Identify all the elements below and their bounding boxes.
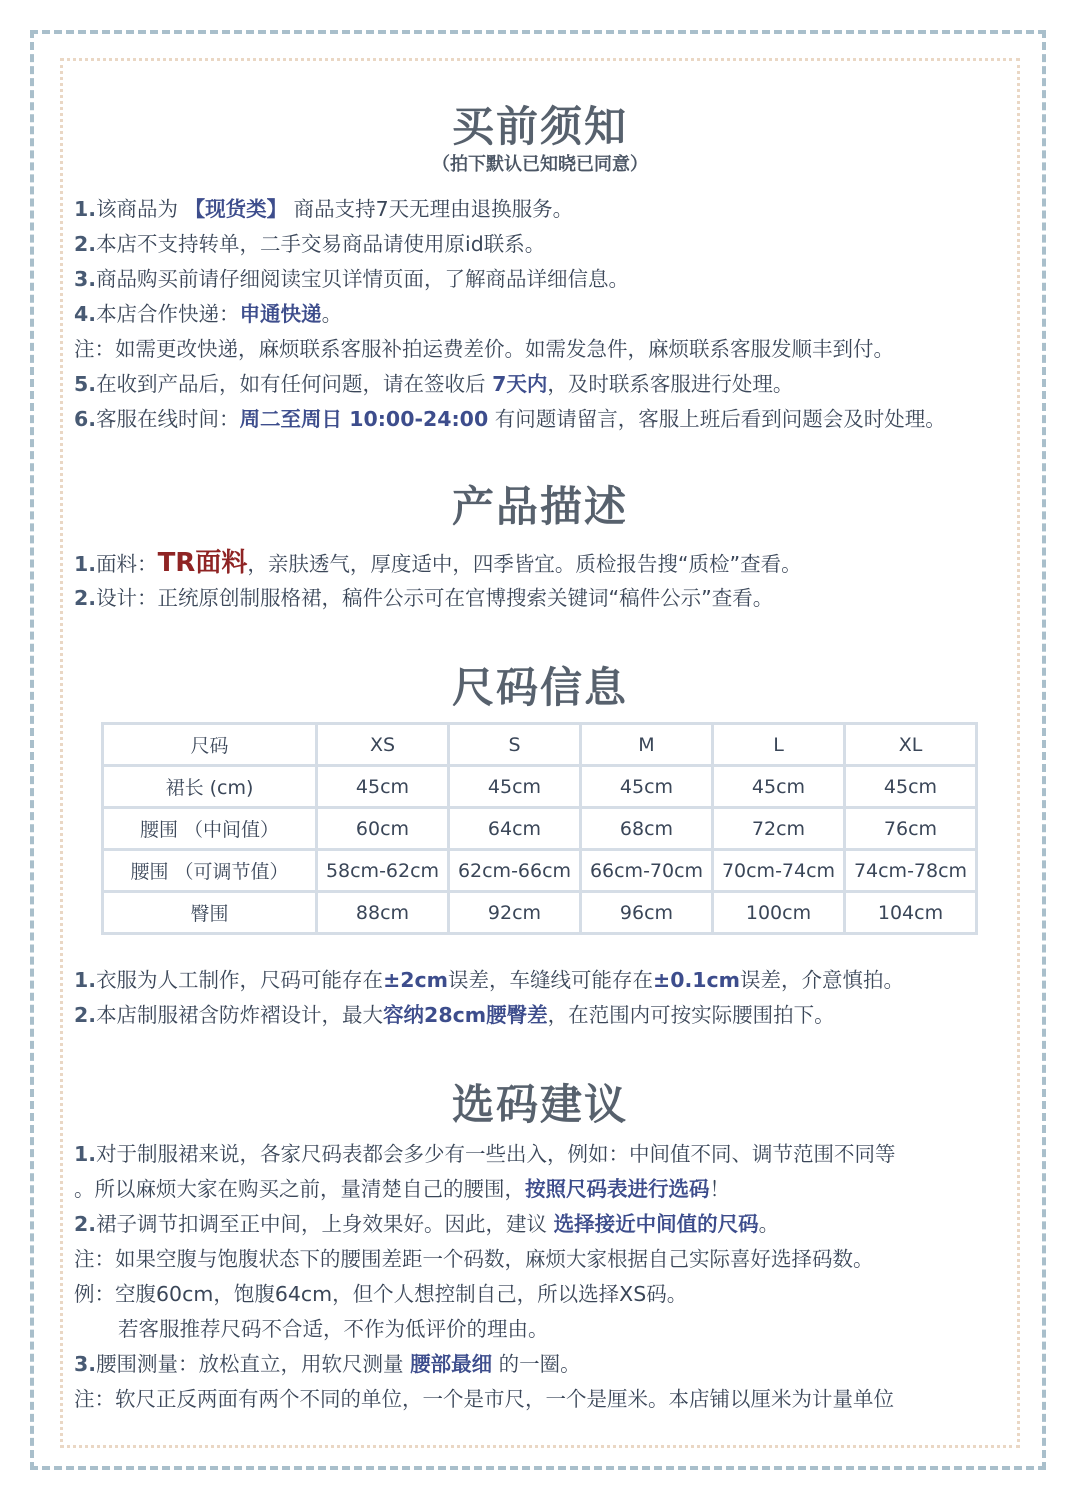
advice-line-7: 3.腰围测量：放松直立，用软尺测量 腰部最细 的一圈。 (74, 1352, 581, 1376)
advice-line-3: 2.裙子调节扣调至正中间，上身效果好。因此，建议 选择接近中间值的尺码。 (74, 1212, 780, 1236)
notice-item-4: 4.本店合作快递：申通快递。 (74, 302, 343, 326)
notice-note: 注：如需更改快递，麻烦联系客服补拍运费差价。如需发急件，麻烦联系客服发顺丰到付。 (74, 337, 894, 361)
notice-item-3: 3.商品购买前请仔细阅读宝贝详情页面，了解商品详细信息。 (74, 267, 630, 291)
notice-item-6: 6.客服在线时间：周二至周日 10:00-24:00 有问题请留言，客服上班后看到问题会及时处理。 (74, 407, 946, 431)
notice-title: 买前须知 (451, 102, 628, 151)
advice-line-2: 。所以麻烦大家在购买之前，量清楚自己的腰围，按照尺码表进行选码！ (74, 1177, 730, 1201)
size-note-1: 1.衣服为人工制作，尺码可能存在±2cm误差，车缝线可能存在±0.1cm误差，介意慎拍。 (74, 968, 905, 992)
advice-line-4: 注：如果空腹与饱腹状态下的腰围差距一个码数，麻烦大家根据自己实际喜好选择码数。 (74, 1247, 874, 1271)
advice-line-6: 若客服推荐尺码不合适，不作为低评价的理由。 (118, 1317, 549, 1341)
table-row: 腰围 （中间值） 60cm 64cm 68cm 72cm 76cm (103, 808, 977, 850)
advice-line-5: 例：空腹60cm，饱腹64cm，但个人想控制自己，所以选择XS码。 (74, 1282, 688, 1306)
advice-line-1: 1.对于制服裙来说，各家尺码表都会多少有一些出入，例如：中间值不同、调节范围不同等 (74, 1142, 896, 1166)
product-item-2: 2.设计：正统原创制服格裙，稿件公示可在官博搜索关键词“稿件公示”查看。 (74, 586, 774, 610)
size-table-header: 尺码 XS S M L XL (103, 724, 977, 766)
notice-subtitle: （拍下默认已知晓已同意） (432, 154, 648, 175)
notice-item-1: 1.该商品为 【现货类】 商品支持7天无理由退换服务。 (74, 197, 574, 221)
notice-item-2: 2.本店不支持转单，二手交易商品请使用原id联系。 (74, 232, 546, 256)
product-title: 产品描述 (451, 482, 628, 531)
size-title: 尺码信息 (451, 663, 628, 712)
size-note-2: 2.本店制服裙含防炸褶设计，最大容纳28cm腰臀差，在范围内可按实际腰围拍下。 (74, 1003, 835, 1027)
advice-line-8: 注：软尺正反两面有两个不同的单位，一个是市尺，一个是厘米。本店铺以厘米为计量单位 (74, 1387, 894, 1411)
size-table (101, 722, 978, 935)
table-row: 腰围 （可调节值） 58cm-62cm 62cm-66cm 66cm-70cm 70cm-74cm 74cm-78cm (103, 850, 977, 892)
table-row: 裙长 (cm) 45cm 45cm 45cm 45cm 45cm (103, 766, 977, 808)
product-item-1: 1.面料：TR面料，亲肤透气，厚度适中，四季皆宜。质检报告搜“质检”查看。 (74, 548, 802, 578)
advice-title: 选码建议 (451, 1080, 628, 1129)
table-row: 臀围 88cm 92cm 96cm 100cm 104cm (103, 892, 977, 934)
notice-item-5: 5.在收到产品后，如有任何问题，请在签收后 7天内，及时联系客服进行处理。 (74, 372, 794, 396)
